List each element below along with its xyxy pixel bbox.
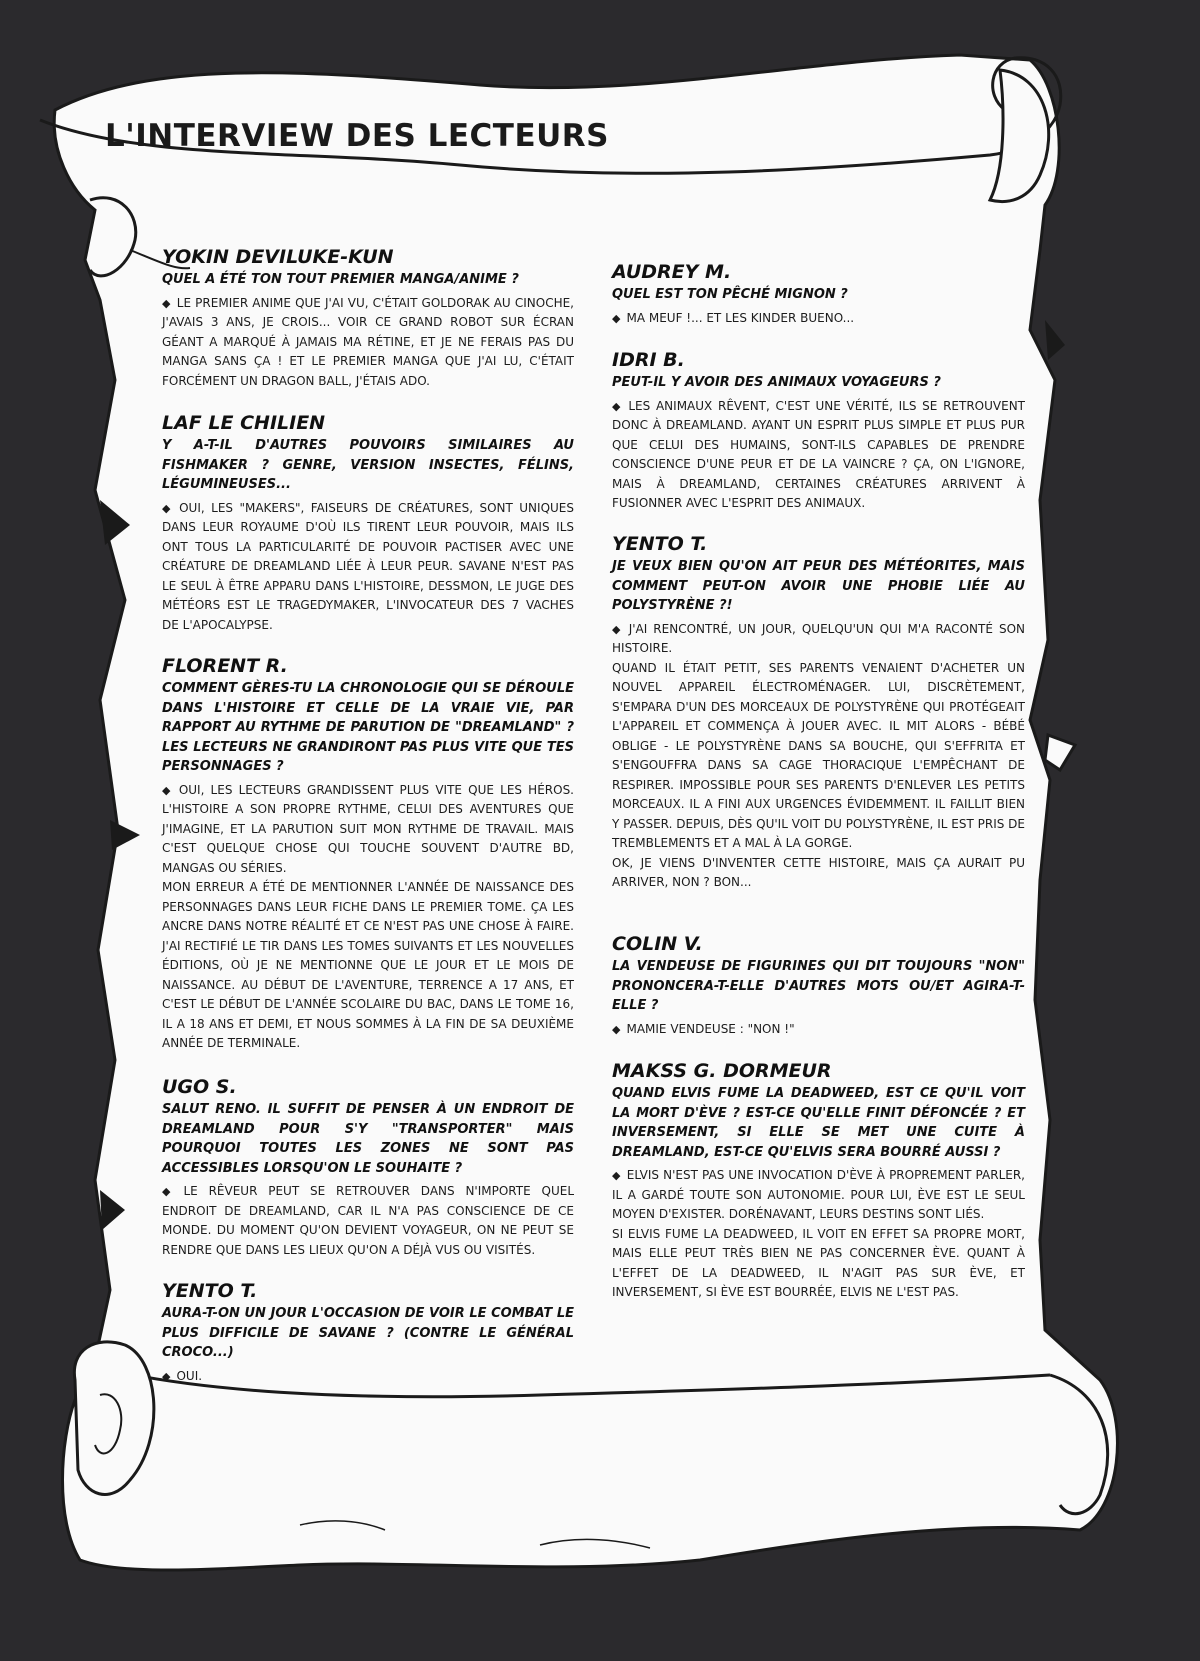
scroll-torn-notch bbox=[1045, 320, 1065, 360]
interview-entry bbox=[612, 261, 1025, 328]
reader-question: SALUT RENO. IL SUFFIT DE PENSER À UN ENDROIT DE DREAMLAND POUR S'Y "TRANSPORTER" MAIS POURQUOI TOUTES LES ZONES NE SONT PAS ACCESSIBLES LORSQU'ON LE SOUHAITE ? bbox=[162, 1102, 574, 1176]
reader-question: PEUT-IL Y AVOIR DES ANIMAUX VOYAGEURS ? bbox=[612, 375, 941, 390]
author-answer bbox=[162, 499, 574, 636]
author-answer bbox=[612, 309, 1025, 329]
answer-paragraph: SI ELVIS FUME LA DEADWEED, IL VOIT EN EFFET SA PROPRE MORT, MAIS ELLE PEUT TRÈS BIEN NE PAS CONCERNER ÈVE. QUANT À L'EFFET DE LA DEADWEED, IL N'AGIT PAS SUR ÈVE, ET INVERSEMENT, SI ÈVE EST BOURRÉE, ELVIS NE L'EST PAS. bbox=[612, 1226, 1025, 1299]
reader-name: COLIN V. bbox=[612, 933, 703, 955]
author-answer bbox=[162, 1367, 574, 1387]
answer-paragraph: LE RÊVEUR PEUT SE RETROUVER DANS N'IMPORTE QUEL ENDROIT DE DREAMLAND, CAR IL N'A PAS CONSCIENCE DE CE MONDE. DU MOMENT QU'ON DEVIENT VOYAGEUR, ON NE PEUT SE RENDRE QUE DANS LES LIEUX QU'ON A DÉJÀ VUS OU VISITÉS. bbox=[162, 1184, 574, 1257]
reader-question: COMMENT GÈRES-TU LA CHRONOLOGIE QUI SE DÉROULE DANS L'HISTOIRE ET CELLE DE LA VRAIE VIE, PAR RAPPORT AU RYTHME DE PARUTION DE "DREAMLAND" ? LES LECTEURS NE GRANDIRONT PAS PLUS VITE QUE TES PERSONNAGES ? bbox=[162, 681, 574, 774]
diamond-bullet-icon: ◆ bbox=[162, 783, 173, 797]
answer-paragraph: OUI, LES LECTEURS GRANDISSENT PLUS VITE QUE LES HÉROS. L'HISTOIRE A SON PROPRE RYTHME, CELUI DES AVENTURES QUE J'IMAGINE, ET LA PARUTION SUIT MON RYTHME DE TRAVAIL. MAIS C'EST QUELQUE CHOSE QUI TOUCHE SOUVENT D'AUTRE BD, MANGAS OU SÉRIES. bbox=[162, 782, 574, 875]
answer-paragraph: LES ANIMAUX RÊVENT, C'EST UNE VÉRITÉ, ILS SE RETROUVENT DONC À DREAMLAND. AYANT UN ESPRIT PLUS SIMPLE ET PLUS PUR QUE CELUI DES HUMAINS, SONT-ILS CAPABLES DE PRENDRE CONSCIENCE D'UNE PEUR ET DE LA VAINCRE ? ÇA, ON L'IGNORE, MAIS À DREAMLAND, CERTAINES CRÉATURES ARRIVENT À FUSIONNER AVEC L'ESPRIT DES ANIMAUX. bbox=[612, 398, 1026, 510]
interview-entry bbox=[162, 246, 574, 391]
answer-paragraph: MAMIE VENDEUSE : "NON !" bbox=[626, 1021, 795, 1036]
interview-entry bbox=[162, 655, 574, 1054]
reader-name: YOKIN DEVILUKE-KUN bbox=[162, 246, 394, 268]
reader-name: FLORENT R. bbox=[162, 655, 288, 677]
author-answer bbox=[612, 620, 1025, 893]
interview-entry bbox=[612, 533, 1025, 893]
author-answer bbox=[612, 397, 1025, 514]
reader-question: Y A-T-IL D'AUTRES POUVOIRS SIMILAIRES AU FISHMAKER ? GENRE, VERSION INSECTES, FÉLINS, LÉGUMINEUSES... bbox=[162, 438, 574, 492]
diamond-bullet-icon: ◆ bbox=[612, 399, 623, 413]
scroll-torn-notch bbox=[1045, 735, 1075, 770]
answer-paragraph: OK, JE VIENS D'INVENTER CETTE HISTOIRE, MAIS ÇA AURAIT PU ARRIVER, NON ? BON... bbox=[612, 855, 1025, 889]
interview-entry bbox=[612, 933, 1025, 1039]
interview-entry bbox=[162, 412, 574, 635]
reader-question: QUAND ELVIS FUME LA DEADWEED, EST CE QU'IL VOIT LA MORT D'ÈVE ? EST-CE QU'ELLE FINIT DÉFONCÉE ? ET INVERSEMENT, SI ELLE SE MET UNE CUITE À DREAMLAND, EST-CE QU'ELVIS SERA BOURRÉ AUSSI ? bbox=[612, 1086, 1025, 1160]
diamond-bullet-icon: ◆ bbox=[162, 501, 174, 515]
author-answer bbox=[162, 781, 574, 1054]
reader-name: YENTO T. bbox=[162, 1280, 258, 1302]
answer-paragraph: OUI, LES "MAKERS", FAISEURS DE CRÉATURES, SONT UNIQUES DANS LEUR ROYAUME D'OÙ ILS TIRENT LEUR POUVOIR, MAIS ILS ONT TOUS LA PARTICULARITÉ DE POUVOIR PACTISER AVEC UNE CRÉATURE DE DREAMLAND LIÉE À LEUR PEUR. SAVANE N'EST PAS LE SEUL À ÊTRE APPARU DANS L'HISTOIRE, DESSMON, LE JUGE DES MÉTÉORS EST LE TRAGEDYMAKER, L'INVOCATEUR DES 7 VACHES DE L'APOCALYPSE. bbox=[162, 500, 575, 632]
author-answer bbox=[162, 294, 574, 392]
answer-paragraph: MA MEUF !... ET LES KINDER BUENO... bbox=[626, 310, 855, 325]
interview-entry bbox=[162, 1076, 574, 1260]
reader-name: LAF LE CHILIEN bbox=[162, 412, 326, 434]
reader-name: AUDREY M. bbox=[612, 261, 732, 283]
answer-paragraph: ELVIS N'EST PAS UNE INVOCATION D'ÈVE À PROPREMENT PARLER, IL A GARDÉ TOUTE SON AUTONOMIE. POUR LUI, ÈVE EST LE SEUL MOYEN D'EXISTER. DORÉNAVANT, LEURS DESTINS SONT LIÉS. bbox=[612, 1168, 1025, 1221]
reader-name: IDRI B. bbox=[612, 349, 685, 371]
author-answer bbox=[162, 1182, 574, 1260]
interview-entry bbox=[612, 1060, 1025, 1303]
answer-paragraph: QUAND IL ÉTAIT PETIT, SES PARENTS VENAIENT D'ACHETER UN NOUVEL APPAREIL ÉLECTROMÉNAGER. LUI, DISCRÈTEMENT, S'EMPARA D'UN DES MORCEAUX DE POLYSTYRÈNE QUI PROTÉGEAIT L'APPAREIL ET COMMENÇA À JOUER AVEC. IL MIT ALORS - BÉBÉ OBLIGE - LE POLYSTYRÈNE DANS SA BOUCHE, QUI S'EFFRITA ET S'ENGOUFFRA DANS SA CAGE THORACIQUE L'EMPÊCHANT DE RESPIRER. IMPOSSIBLE POUR SES PARENTS D'ENLEVER LES PETITS MORCEAUX. IL A FINI AUX URGENCES ÉVIDEMMENT. IL FAILLIT BIEN Y PASSER. DEPUIS, DÈS QU'IL VOIT DU POLYSTYRÈNE, IL EST PRIS DE TREMBLEMENTS ET A MAL À LA GORGE. bbox=[612, 660, 1025, 850]
author-answer bbox=[612, 1020, 1025, 1040]
answer-paragraph: LE PREMIER ANIME QUE J'AI VU, C'ÉTAIT GOLDORAK AU CINOCHE, J'AVAIS 3 ANS, JE CROIS... VOIR CE GRAND ROBOT SUR ÉCRAN GÉANT A MARQUÉ À JAMAIS MA RÉTINE, ET JE NE FERAIS PAS DU MANGA SANS ÇA ! ET LE PREMIER MANGA QUE J'AI LU, C'ÉTAIT FORCÉMENT UN DRAGON BALL, J'ÉTAIS ADO. bbox=[162, 295, 574, 388]
reader-question: QUEL EST TON PÊCHÉ MIGNON ? bbox=[612, 287, 848, 302]
interview-entry bbox=[162, 1280, 574, 1386]
interview-entry bbox=[612, 349, 1025, 514]
reader-name: UGO S. bbox=[162, 1076, 237, 1098]
reader-name: YENTO T. bbox=[612, 533, 708, 555]
diamond-bullet-icon: ◆ bbox=[612, 311, 621, 325]
reader-name: MAKSS G. DORMEUR bbox=[612, 1060, 832, 1082]
reader-question: QUEL A ÉTÉ TON TOUT PREMIER MANGA/ANIME ? bbox=[162, 272, 519, 287]
diamond-bullet-icon: ◆ bbox=[612, 1022, 621, 1036]
diamond-bullet-icon: ◆ bbox=[612, 1169, 621, 1182]
diamond-bullet-icon: ◆ bbox=[612, 622, 623, 636]
diamond-bullet-icon: ◆ bbox=[162, 1369, 171, 1383]
answer-paragraph: J'AI RENCONTRÉ, UN JOUR, QUELQU'UN QUI M'A RACONTÉ SON HISTOIRE. bbox=[612, 621, 1025, 655]
answer-paragraph: MON ERREUR A ÉTÉ DE MENTIONNER L'ANNÉE DE NAISSANCE DES PERSONNAGES DANS LEUR FICHE DANS LE PREMIER TOME. ÇA LES ANCRE DANS NOTRE RÉALITÉ ET CE N'EST PAS UNE CHOSE À FAIRE. J'AI RECTIFIÉ LE TIR DANS LES TOMES SUIVANTS ET LES NOUVELLES ÉDITIONS, OÙ JE NE MENTIONNE QUE LE JOUR ET LE MOIS DE NAISSANCE. AU DÉBUT DE L'AVENTURE, TERRENCE A 17 ANS, ET C'EST LE DÉBUT DE L'ANNÉE SCOLAIRE DU BAC, DANS LE TOME 16, IL A 18 ANS ET DEMI, ET NOUS SOMMES À LA FIN DE SA DEUXIÈME ANNÉE DE TERMINALE. bbox=[162, 880, 574, 1050]
page-title: L'INTERVIEW DES LECTEURS bbox=[105, 118, 610, 154]
author-answer bbox=[612, 1166, 1025, 1303]
diamond-bullet-icon: ◆ bbox=[162, 296, 171, 310]
reader-question: LA VENDEUSE DE FIGURINES QUI DIT TOUJOURS "NON" PRONONCERA-T-ELLE D'AUTRES MOTS OU/ET AGIRA-T-ELLE ? bbox=[612, 959, 1025, 1013]
reader-question: AURA-T-ON UN JOUR L'OCCASION DE VOIR LE COMBAT LE PLUS DIFFICILE DE SAVANE ? (CONTRE LE GÉNÉRAL CROCO...) bbox=[162, 1306, 574, 1360]
reader-question: JE VEUX BIEN QU'ON AIT PEUR DES MÉTÉORITES, MAIS COMMENT PEUT-ON AVOIR UNE PHOBIE LIÉE AU POLYSTYRÈNE ?! bbox=[612, 559, 1025, 613]
diamond-bullet-icon: ◆ bbox=[162, 1185, 178, 1198]
answer-paragraph: OUI. bbox=[176, 1368, 203, 1383]
